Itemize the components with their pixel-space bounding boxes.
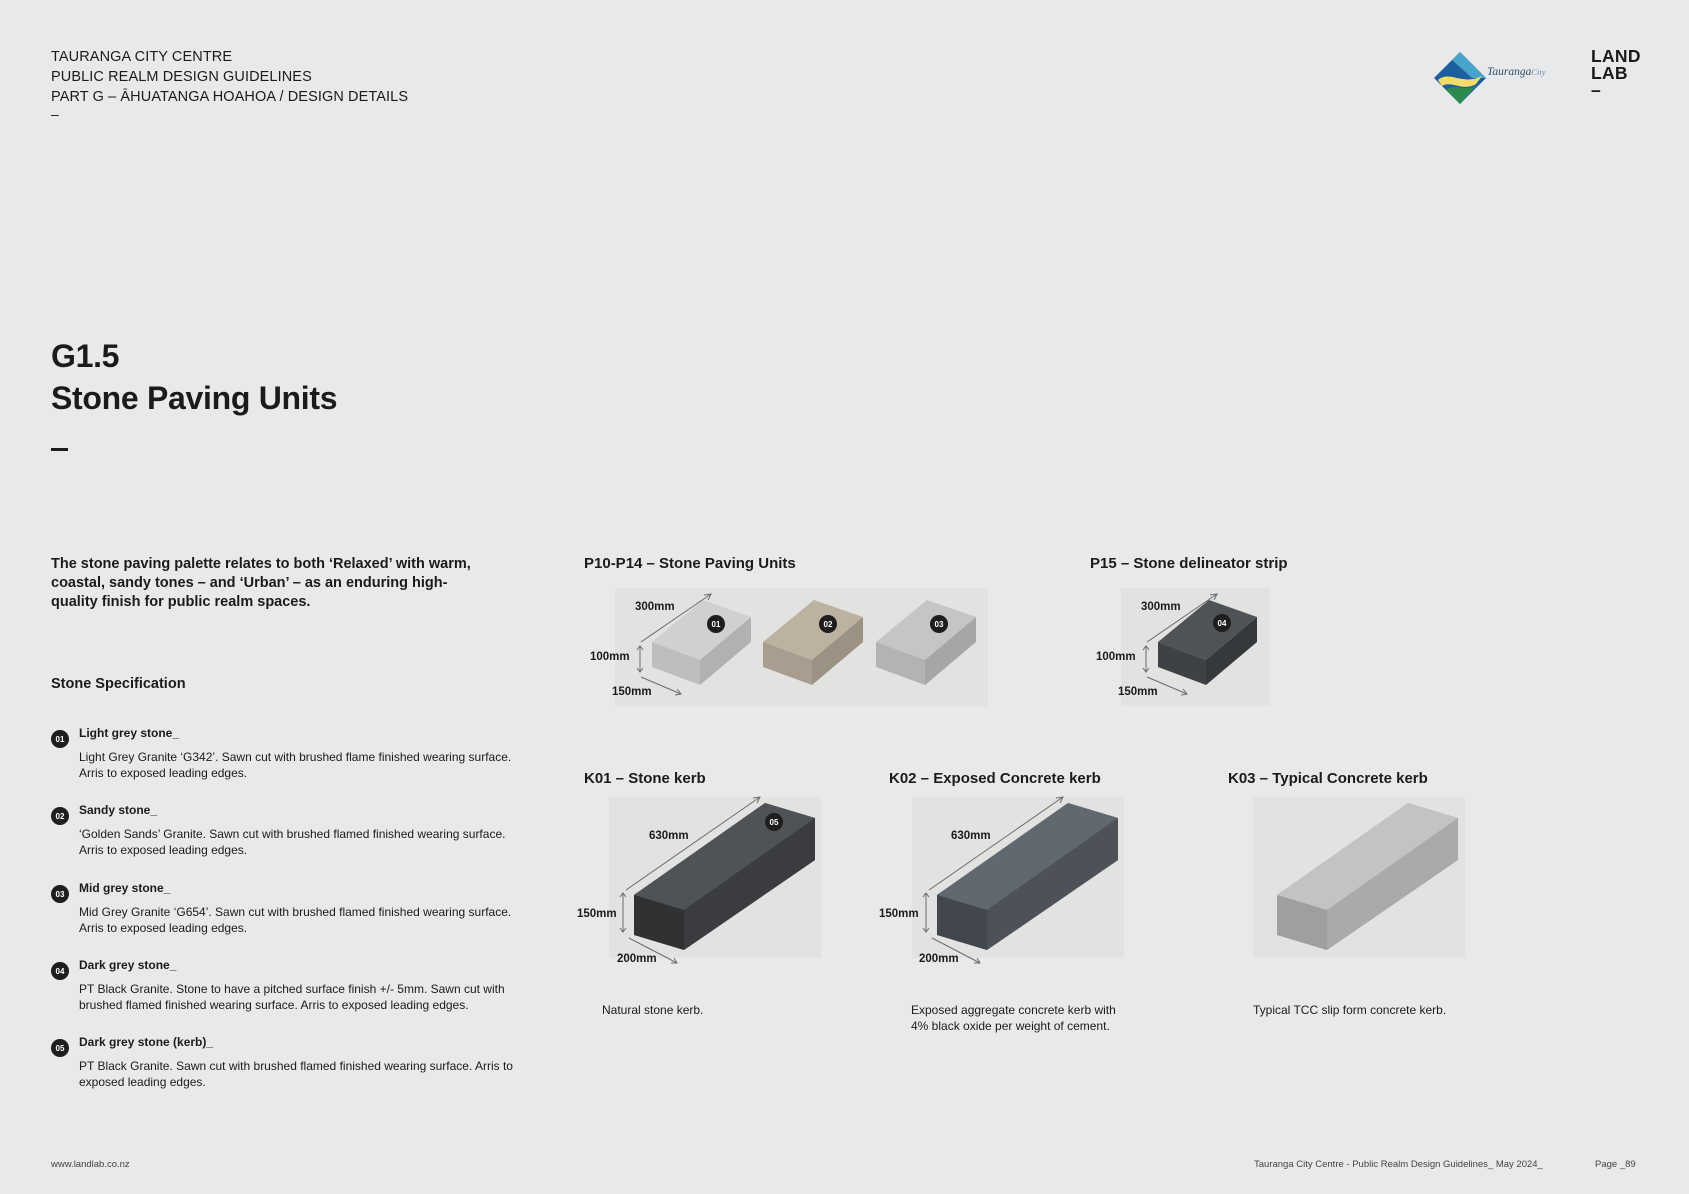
strip-badge-04: 04	[1213, 614, 1231, 632]
kerb-k01-block	[634, 803, 815, 950]
kerb-k02-width-label: 200mm	[919, 953, 959, 965]
paving-width-label: 150mm	[612, 686, 652, 698]
strip-height-label: 100mm	[1096, 651, 1136, 663]
paving-badge-03: 03	[930, 615, 948, 633]
kerb-k02-block	[937, 803, 1118, 950]
kerb-k03-block	[1277, 803, 1458, 950]
spec-desc: PT Black Granite. Stone to have a pitched surface finish +/- 5mm. Sawn cut with brushed flamed finished wearing surface. Arris to exposed leading edges.	[79, 982, 505, 1012]
kerb-title-k01: K01 – Stone kerb	[584, 770, 706, 787]
spec-title: Stone Specification	[51, 676, 186, 692]
kerb-k01-length-label: 630mm	[649, 830, 689, 842]
paving-badge-01: 01	[707, 615, 725, 633]
kerb-title-k02: K02 – Exposed Concrete kerb	[889, 770, 1101, 787]
kerb-k01-width-label: 200mm	[617, 953, 657, 965]
spec-desc: ‘Golden Sands’ Granite. Sawn cut with brushed flamed finished wearing surface. Arris to exposed leading edges.	[79, 827, 506, 857]
spec-desc: Mid Grey Granite ‘G654’. Sawn cut with brushed flamed finished wearing surface. Arris to exposed leading edges.	[79, 905, 512, 935]
spec-desc: PT Black Granite. Sawn cut with brushed flamed finished wearing surface. Arris to exposed leading edges.	[79, 1059, 513, 1089]
paving-length-label: 300mm	[635, 601, 675, 613]
spec-name: Sandy stone_	[79, 803, 158, 817]
footer-page-number: Page _89	[1595, 1159, 1636, 1170]
kerb-k01-height-label: 150mm	[577, 908, 617, 920]
spec-badge: 04	[51, 962, 69, 980]
header-line-1: TAURANGA CITY CENTRE	[51, 49, 233, 65]
paving-height-label: 100mm	[590, 651, 630, 663]
spec-badge: 05	[51, 1039, 69, 1057]
kerb-k03-caption: Typical TCC slip form concrete kerb.	[1253, 1003, 1447, 1017]
kerb-k02-length-label: 630mm	[951, 830, 991, 842]
landlab-dash: –	[1591, 80, 1602, 100]
header-line-3: PART G – ĀHUATANGA HOAHOA / DESIGN DETAILS	[51, 89, 409, 105]
landlab-line-2: LAB	[1591, 63, 1628, 83]
kerb-k01-caption: Natural stone kerb.	[602, 1003, 704, 1017]
landlab-line-1: LAND	[1591, 46, 1641, 66]
spec-badge: 01	[51, 730, 69, 748]
spec-name: Dark grey stone (kerb)_	[79, 1035, 214, 1049]
header-line-2: PUBLIC REALM DESIGN GUIDELINES	[51, 69, 312, 85]
kerb-k01-badge-05: 05	[765, 813, 783, 831]
footer-doc-title: Tauranga City Centre - Public Realm Design Guidelines_ May 2024_	[1254, 1159, 1543, 1170]
section-number: G1.5	[51, 338, 120, 374]
strip-width-label: 150mm	[1118, 686, 1158, 698]
section-title: Stone Paving Units	[51, 380, 338, 416]
spec-desc: Light Grey Granite ‘G342’. Sawn cut with brushed flame finished wearing surface. Arris to exposed leading edges.	[79, 750, 512, 780]
footer-url: www.landlab.co.nz	[51, 1159, 130, 1170]
spec-badge: 03	[51, 885, 69, 903]
kerb-title-k03: K03 – Typical Concrete kerb	[1228, 770, 1428, 787]
strip-title: P15 – Stone delineator strip	[1090, 555, 1288, 572]
logo-name: Tauranga	[1487, 66, 1532, 78]
paving-badge-02: 02	[819, 615, 837, 633]
paving-title: P10-P14 – Stone Paving Units	[584, 555, 796, 572]
spec-badge: 02	[51, 807, 69, 825]
logo-city: City	[1531, 67, 1546, 77]
header-dash: –	[51, 106, 59, 122]
spec-name: Mid grey stone_	[79, 881, 171, 895]
kerb-k02-caption: Exposed aggregate concrete kerb with 4% black oxide per weight of cement.	[911, 1003, 1116, 1033]
intro-paragraph: The stone paving palette relates to both ‘Relaxed’ with warm, coastal, sandy tones – and ‘Urban’ – as an enduring high-quality finish for public realm spaces.	[51, 556, 471, 610]
spec-name: Light grey stone_	[79, 726, 180, 740]
kerb-k02-height-label: 150mm	[879, 908, 919, 920]
spec-name: Dark grey stone_	[79, 958, 177, 972]
strip-length-label: 300mm	[1141, 601, 1181, 613]
